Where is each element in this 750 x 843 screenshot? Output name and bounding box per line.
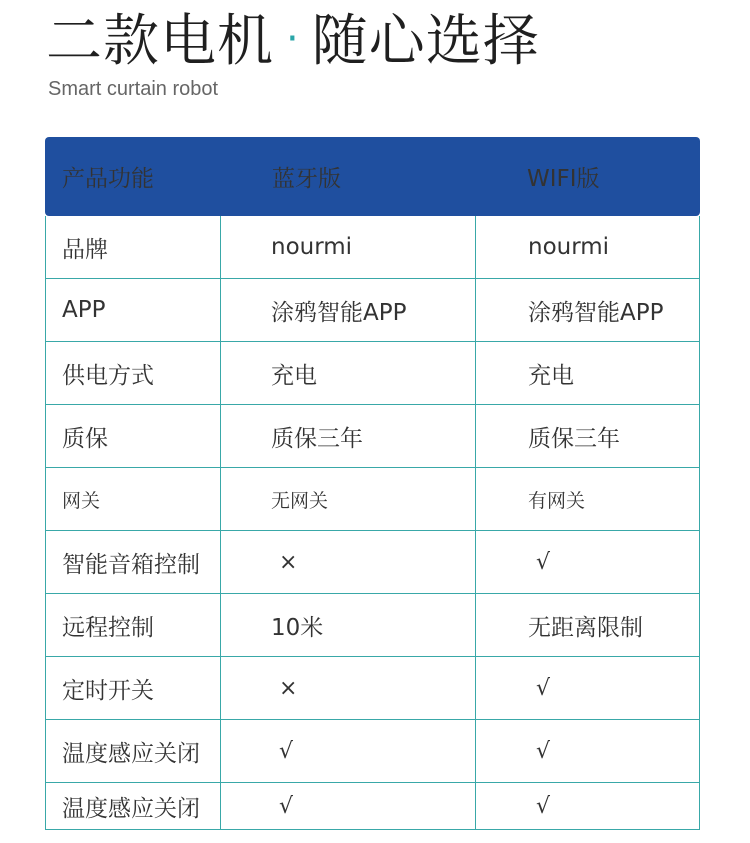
- comparison-table: [45, 137, 700, 830]
- table-row: [45, 468, 700, 531]
- feature-cell: 远程控制: [46, 594, 221, 656]
- bluetooth-cell: 无网关: [221, 468, 476, 530]
- cross-mark: ×: [279, 675, 298, 701]
- wifi-cell: 有网关: [528, 489, 586, 512]
- feature-cell: 供电方式: [46, 342, 221, 404]
- check-mark: √: [279, 738, 294, 764]
- title-part-1: 二款电机: [46, 9, 274, 74]
- bluetooth-cell: [221, 657, 476, 719]
- column-header-bluetooth: 蓝牙版: [272, 166, 341, 192]
- table-row: [45, 657, 700, 720]
- feature-cell: 温度感应关闭: [46, 720, 221, 782]
- column-header-feature: 产品功能: [62, 166, 154, 192]
- wifi-cell: 充电: [528, 362, 574, 389]
- bluetooth-cell: 10米: [221, 594, 476, 656]
- check-mark: √: [536, 738, 551, 764]
- feature-cell: 网关: [46, 468, 221, 530]
- wifi-cell: [476, 720, 699, 782]
- bluetooth-cell: 质保三年: [221, 405, 476, 467]
- feature-cell: 温度感应关闭: [46, 783, 221, 829]
- feature-cell: 智能音箱控制: [46, 531, 221, 593]
- feature-cell: APP: [46, 279, 221, 341]
- table-header: [45, 137, 700, 216]
- wifi-cell: 涂鸦智能APP: [528, 299, 664, 326]
- wifi-cell: nourmi: [528, 234, 610, 260]
- wifi-cell: [476, 531, 699, 593]
- check-mark: √: [536, 675, 551, 701]
- feature-cell: 定时开关: [46, 657, 221, 719]
- feature-cell: 质保: [46, 405, 221, 467]
- bluetooth-cell: 充电: [221, 342, 476, 404]
- page-subtitle: Smart curtain robot: [48, 78, 219, 100]
- table-row: [45, 216, 700, 279]
- bluetooth-cell: [221, 720, 476, 782]
- wifi-cell: [476, 657, 699, 719]
- bluetooth-cell: nourmi: [221, 216, 476, 278]
- table-row: [45, 342, 700, 405]
- table-row: [45, 405, 700, 468]
- check-mark: √: [279, 793, 294, 819]
- table-row: [45, 783, 700, 830]
- bluetooth-cell: 涂鸦智能APP: [221, 279, 476, 341]
- table-row: [45, 279, 700, 342]
- check-mark: √: [536, 793, 551, 819]
- page-title: [46, 6, 540, 78]
- title-dot: ·: [286, 15, 300, 62]
- title-part-2: 随心选择: [311, 9, 540, 74]
- wifi-cell: [476, 783, 699, 829]
- table-row: [45, 594, 700, 657]
- wifi-cell: 无距离限制: [528, 614, 643, 641]
- feature-cell: 品牌: [46, 216, 221, 278]
- bluetooth-cell: [221, 783, 476, 829]
- table-row: [45, 531, 700, 594]
- bluetooth-cell: [221, 531, 476, 593]
- table-row: [45, 720, 700, 783]
- wifi-cell: 质保三年: [528, 425, 620, 452]
- cross-mark: ×: [279, 549, 298, 575]
- check-mark: √: [536, 549, 551, 575]
- column-header-wifi: WIFI版: [527, 166, 600, 192]
